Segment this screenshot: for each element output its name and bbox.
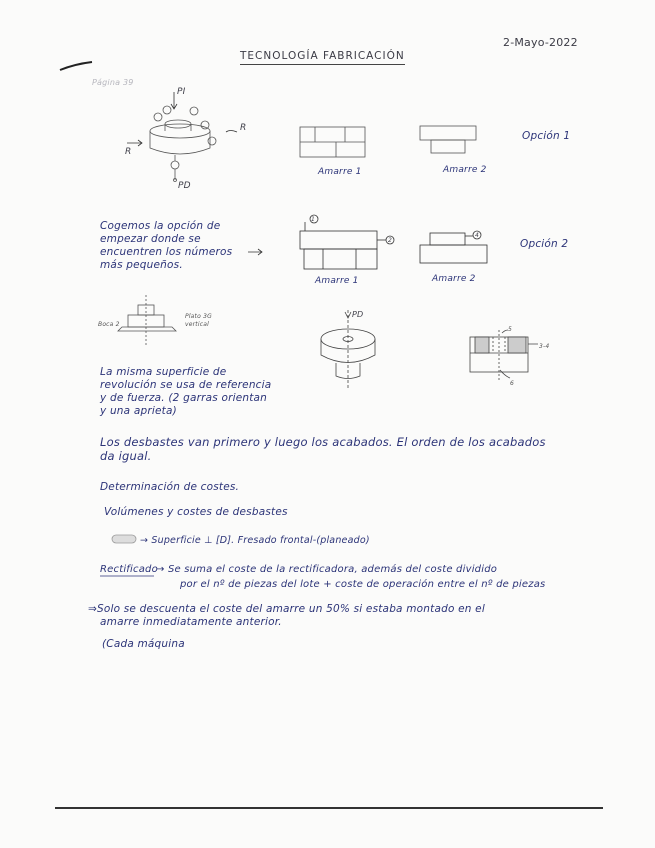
note-line: revolución se usa de referencia xyxy=(100,379,272,391)
option2-amarre1-label: Amarre 1 xyxy=(315,276,359,286)
section-mark-5: 5 xyxy=(508,326,513,333)
note-line: da igual. xyxy=(100,449,152,463)
section-mark-3-4: 3-4 xyxy=(539,343,550,350)
page-edge xyxy=(55,807,603,809)
mark-2: 2 xyxy=(388,237,393,244)
surface-note: → Superficie ⊥ [D]. Fresado frontal-(planeado) xyxy=(140,535,370,546)
costs-subheading: Volúmenes y costes de desbastes xyxy=(104,506,288,518)
label-pi: PI xyxy=(177,87,186,97)
pen-mark xyxy=(60,62,92,70)
option2-label: Opción 2 xyxy=(520,238,569,250)
disc-icon xyxy=(112,535,136,543)
plate-left-label: Boca 2 xyxy=(98,321,120,328)
note-line: Cogemos la opción de xyxy=(100,220,221,232)
part-diagram-1 xyxy=(127,92,237,182)
note-line: y de fuerza. (2 garras orientan xyxy=(100,392,268,404)
note-line: La misma superficie de xyxy=(100,366,227,378)
section-sketch xyxy=(470,330,538,380)
mark-1: 1 xyxy=(311,216,316,223)
discount-line: amarre inmediatamente anterior. xyxy=(100,616,282,628)
costs-heading: Determinación de costes. xyxy=(100,481,240,493)
option1-amarre1-label: Amarre 1 xyxy=(318,167,362,177)
note-line: Los desbastes van primero y luego los acabados. El orden de los acabados xyxy=(100,435,546,449)
part-pd-label: PD xyxy=(352,310,364,319)
plate-label: vertical xyxy=(185,321,209,328)
part-3d-sketch xyxy=(321,310,375,390)
note-line: y una aprieta) xyxy=(100,405,177,417)
rectificado-term: Rectificado xyxy=(100,564,158,575)
rectificado-line: por el nº de piezas del lote + coste de operación entre el nº de piezas xyxy=(180,579,546,590)
option1-amarre2-sketch xyxy=(420,126,476,153)
note-line: más pequeños. xyxy=(100,259,183,271)
label-pd: PD xyxy=(178,181,191,191)
option1-label: Opción 1 xyxy=(522,130,571,142)
note-line: encuentren los números xyxy=(100,246,233,258)
rectificado-line: → Se suma el coste de la rectificadora, además del coste dividido xyxy=(156,564,498,575)
option1-amarre1-sketch xyxy=(300,127,365,157)
section-mark-6: 6 xyxy=(510,380,515,387)
machine-note: (Cada máquina xyxy=(102,638,185,650)
page-title: TECNOLOGÍA FABRICACIÓN xyxy=(240,50,405,65)
note-line: empezar donde se xyxy=(100,233,201,245)
plate-sketch xyxy=(118,295,176,345)
discount-line: ⇒Solo se descuenta el coste del amarre un 50% si estaba montado en el xyxy=(88,603,485,615)
arrow-icon xyxy=(248,249,262,255)
label-r-right: R xyxy=(240,123,247,133)
page-reference: Página 39 xyxy=(92,78,134,87)
mark-4: 4 xyxy=(475,232,480,239)
label-r-left: R xyxy=(125,147,132,157)
plate-label: Plato 3G xyxy=(185,313,212,320)
option1-amarre2-label: Amarre 2 xyxy=(443,165,487,175)
date: 2-Mayo-2022 xyxy=(503,36,578,49)
option2-amarre2-label: Amarre 2 xyxy=(432,274,476,284)
